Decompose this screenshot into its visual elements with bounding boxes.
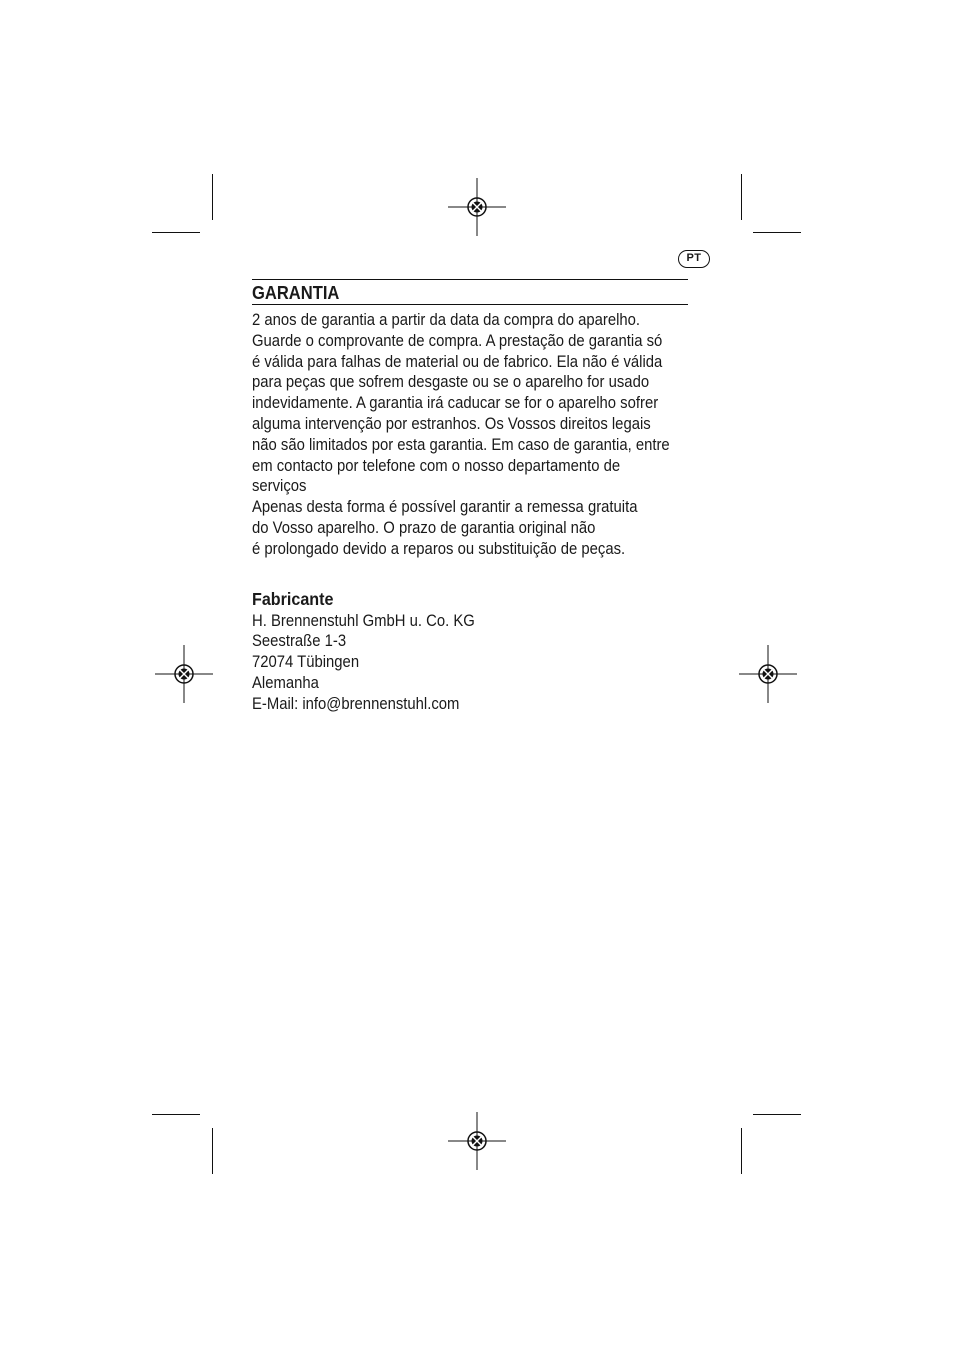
crop-mark: [741, 1128, 742, 1174]
warranty-line: Apenas desta forma é possível garantir a remessa gratuita: [252, 498, 638, 517]
registration-mark-icon: [154, 644, 214, 704]
title-rule-bottom: [252, 304, 688, 305]
crop-mark: [212, 1128, 213, 1174]
warranty-line: para peças que sofrem desgaste ou se o aparelho for usado: [252, 373, 650, 392]
crop-mark: [753, 232, 801, 233]
warranty-line: do Vosso aparelho. O prazo de garantia original não: [252, 518, 596, 537]
warranty-line: não são limitados por esta garantia. Em caso de garantia, entre: [252, 435, 670, 454]
manufacturer-city: 72074 Tübingen: [252, 653, 360, 672]
title-rule-top: [252, 279, 688, 280]
manufacturer-country: Alemanha: [252, 673, 319, 692]
crop-mark: [753, 1114, 801, 1115]
warranty-line: indevidamente. A garantia irá caducar se for o aparelho sofrer: [252, 394, 659, 413]
page-content: [252, 279, 688, 715]
manufacturer-email: E-Mail: info@brennenstuhl.com: [252, 694, 460, 713]
crop-mark: [152, 232, 200, 233]
manufacturer-block: [252, 588, 688, 715]
warranty-line: serviços: [252, 477, 307, 496]
crop-mark: [212, 174, 213, 220]
registration-mark-icon: [447, 1111, 507, 1171]
warranty-title: GARANTIA: [252, 283, 340, 303]
warranty-line: Guarde o comprovante de compra. A prestação de garantia só: [252, 331, 663, 350]
warranty-line: alguma intervenção por estranhos. Os Vossos direitos legais: [252, 414, 651, 433]
manufacturer-company: H. Brennenstuhl GmbH u. Co. KG: [252, 611, 475, 630]
warranty-line: em contacto por telefone com o nosso departamento de: [252, 456, 621, 475]
crop-mark: [741, 174, 742, 220]
registration-mark-icon: [738, 644, 798, 704]
warranty-line: é prolongado devido a reparos ou substituição de peças.: [252, 539, 626, 558]
manufacturer-street: Seestraße 1-3: [252, 632, 347, 651]
warranty-text: [252, 310, 688, 560]
language-badge: PT: [678, 250, 710, 268]
warranty-line: é válida para falhas de material ou de fabrico. Ela não é válida: [252, 352, 663, 371]
manufacturer-title: Fabricante: [252, 588, 334, 609]
registration-mark-icon: [447, 177, 507, 237]
crop-mark: [152, 1114, 200, 1115]
warranty-line: 2 anos de garantia a partir da data da compra do aparelho.: [252, 311, 641, 329]
